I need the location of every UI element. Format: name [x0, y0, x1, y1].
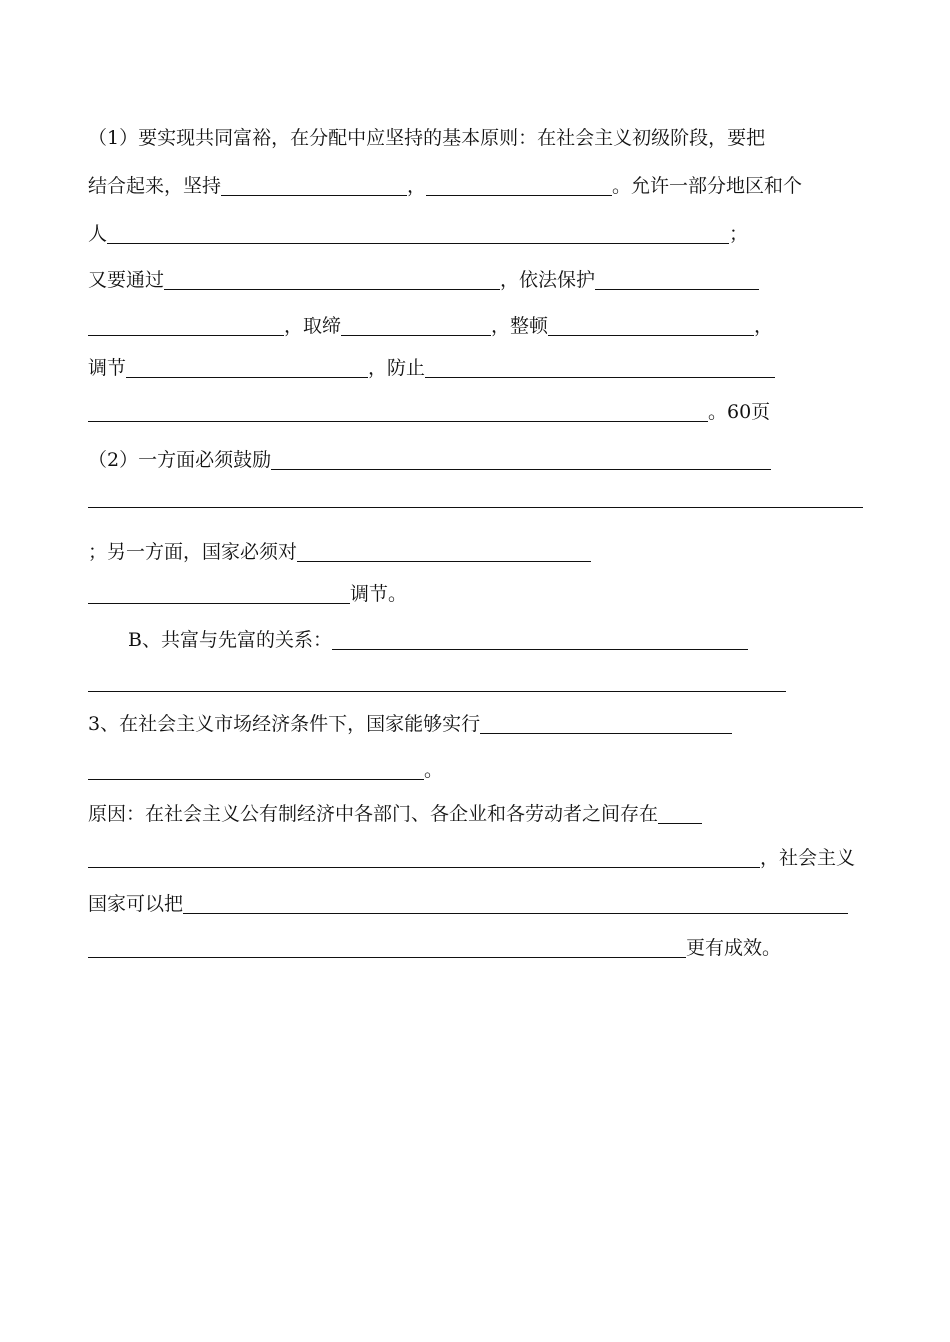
fill-blank[interactable]	[88, 334, 284, 336]
q1-line-2	[88, 172, 802, 200]
q3-line-2	[88, 756, 443, 784]
fill-blank[interactable]	[88, 866, 760, 868]
fill-blank[interactable]	[480, 732, 732, 734]
fill-blank[interactable]	[297, 560, 591, 562]
fill-blank[interactable]	[88, 778, 424, 780]
q1-line-6	[88, 354, 775, 382]
q1-text: ，防止	[368, 357, 426, 379]
q3-line-4	[88, 844, 855, 872]
q1-line-3	[88, 220, 748, 248]
q3-text: 。	[424, 759, 444, 781]
q2-line-3	[88, 538, 591, 566]
q3-text: 更有成效。	[686, 937, 782, 959]
fill-blank[interactable]	[88, 602, 350, 604]
q1-line-4	[88, 266, 759, 294]
q1-text: 人	[88, 223, 108, 245]
qb-line-2	[88, 668, 786, 696]
fill-blank[interactable]	[425, 376, 775, 378]
q3-line-1	[88, 710, 732, 738]
q1-line-7	[88, 398, 770, 426]
q1-text: 又要通过	[88, 269, 165, 291]
q1-text: ；	[729, 223, 749, 245]
q1-text: ，取缔	[284, 315, 342, 337]
q1-line-5	[88, 312, 773, 340]
fill-blank[interactable]	[88, 420, 708, 422]
q3-line-6	[88, 934, 781, 962]
q3-line-5	[88, 890, 848, 918]
fill-blank[interactable]	[88, 690, 786, 692]
q1-text: 。允许一部分地区和个	[612, 175, 803, 197]
q2-text: （2）一方面必须鼓励	[88, 449, 272, 471]
q2-line-2	[88, 484, 863, 512]
fill-blank[interactable]	[221, 194, 407, 196]
fill-blank[interactable]	[341, 334, 491, 336]
fill-blank[interactable]	[595, 288, 759, 290]
fill-blank[interactable]	[548, 334, 754, 336]
q2-text: 调节。	[350, 583, 408, 605]
fill-blank[interactable]	[426, 194, 612, 196]
qb-text: B、共富与先富的关系：	[128, 629, 332, 651]
fill-blank[interactable]	[332, 648, 748, 650]
fill-blank[interactable]	[183, 912, 848, 914]
q1-text: ，	[407, 175, 427, 197]
q1-intro-text: （1）要实现共同富裕，在分配中应坚持的基本原则：在社会主义初级阶段，要把	[88, 127, 766, 149]
q1-text: 结合起来，坚持	[88, 175, 222, 197]
fill-blank[interactable]	[271, 468, 771, 470]
q1-line-1	[88, 124, 765, 152]
fill-blank[interactable]	[88, 956, 686, 958]
fill-blank[interactable]	[107, 242, 729, 244]
fill-blank[interactable]	[164, 288, 500, 290]
q3-text: ，社会主义	[760, 847, 856, 869]
q3-text: 3、在社会主义市场经济条件下，国家能够实行	[88, 713, 481, 735]
q2-line-1	[88, 446, 771, 474]
q2-text: ；另一方面，国家必须对	[88, 541, 298, 563]
fill-blank[interactable]	[126, 376, 368, 378]
q3-line-3	[88, 800, 702, 828]
q1-text: 。60页	[708, 401, 771, 423]
fill-blank[interactable]	[88, 506, 863, 508]
q1-text: 调节	[88, 357, 127, 379]
qb-line-1	[128, 626, 748, 654]
q3-text: 原因：在社会主义公有制经济中各部门、各企业和各劳动者之间存在	[88, 803, 659, 825]
q1-text: ，整顿	[491, 315, 549, 337]
q2-line-4	[88, 580, 407, 608]
fill-blank[interactable]	[658, 822, 702, 824]
q3-text: 国家可以把	[88, 893, 184, 915]
q1-text: ，	[754, 315, 774, 337]
q1-text: ，依法保护	[500, 269, 596, 291]
